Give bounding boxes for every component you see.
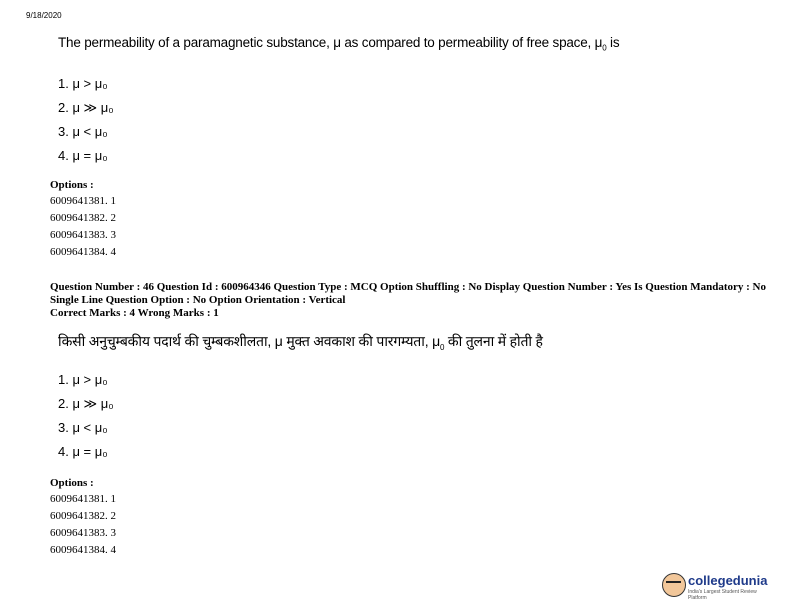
option-item: 2. μ ≫ μ₀ (58, 100, 114, 115)
print-date: 9/18/2020 (26, 11, 62, 20)
option-id: 6009641384. 4 (50, 246, 116, 258)
option-ids-list (50, 193, 116, 261)
mu-symbol: μ (333, 35, 341, 50)
option-id: 6009641381. 1 (50, 195, 116, 207)
question-1-options (58, 74, 114, 170)
logo-tagline: India's Largest Student Review Platform (688, 589, 757, 601)
option-item: 1. μ > μ₀ (58, 372, 108, 387)
option-item: 4. μ = μ₀ (58, 444, 108, 459)
option-id: 6009641382. 2 (50, 510, 116, 522)
option-item: 3. μ < μ₀ (58, 124, 108, 139)
option-item: 2. μ ≫ μ₀ (58, 396, 114, 411)
question-metadata (50, 281, 770, 320)
option-id: 6009641382. 2 (50, 212, 116, 224)
option-id: 6009641384. 4 (50, 544, 116, 556)
option-id: 6009641383. 3 (50, 229, 116, 241)
option-ids-list (50, 491, 116, 559)
marks-line: Correct Marks : 4 Wrong Marks : 1 (50, 307, 219, 319)
option-item: 3. μ < μ₀ (58, 420, 108, 435)
option-id: 6009641381. 1 (50, 493, 116, 505)
option-item: 1. μ > μ₀ (58, 76, 108, 91)
options-label: Options : (50, 179, 94, 191)
mu-symbol: μ (274, 333, 283, 349)
question-2-options (58, 370, 114, 466)
option-item: 4. μ = μ₀ (58, 148, 108, 163)
options-label: Options : (50, 477, 94, 489)
option-id: 6009641383. 3 (50, 527, 116, 539)
mascot-icon (662, 573, 686, 597)
logo-name: collegedunia (688, 573, 768, 588)
mu0-symbol: μ (594, 35, 603, 50)
mu0-symbol: μ (432, 333, 440, 349)
question-2-text-hindi: किसी अनुचुम्बकीय पदार्थ की चुम्बकशीलता, μ मुक्त अवकाश की पारगम्यता, $\mu_0$ की तुलना में होती है (58, 333, 543, 352)
question-1-text: The permeability of a paramagnetic substance, μ as compared to permeability of free space, $\mu_0$ is (58, 35, 620, 53)
collegedunia-logo (662, 571, 772, 599)
metadata-line: Question Number : 46 Question Id : 600964346 Question Type : MCQ Option Shuffling : No Display Question Number : Yes Is Question Mandatory : No Single Line Question Option : No Option Orientation : Vertical (50, 281, 766, 306)
